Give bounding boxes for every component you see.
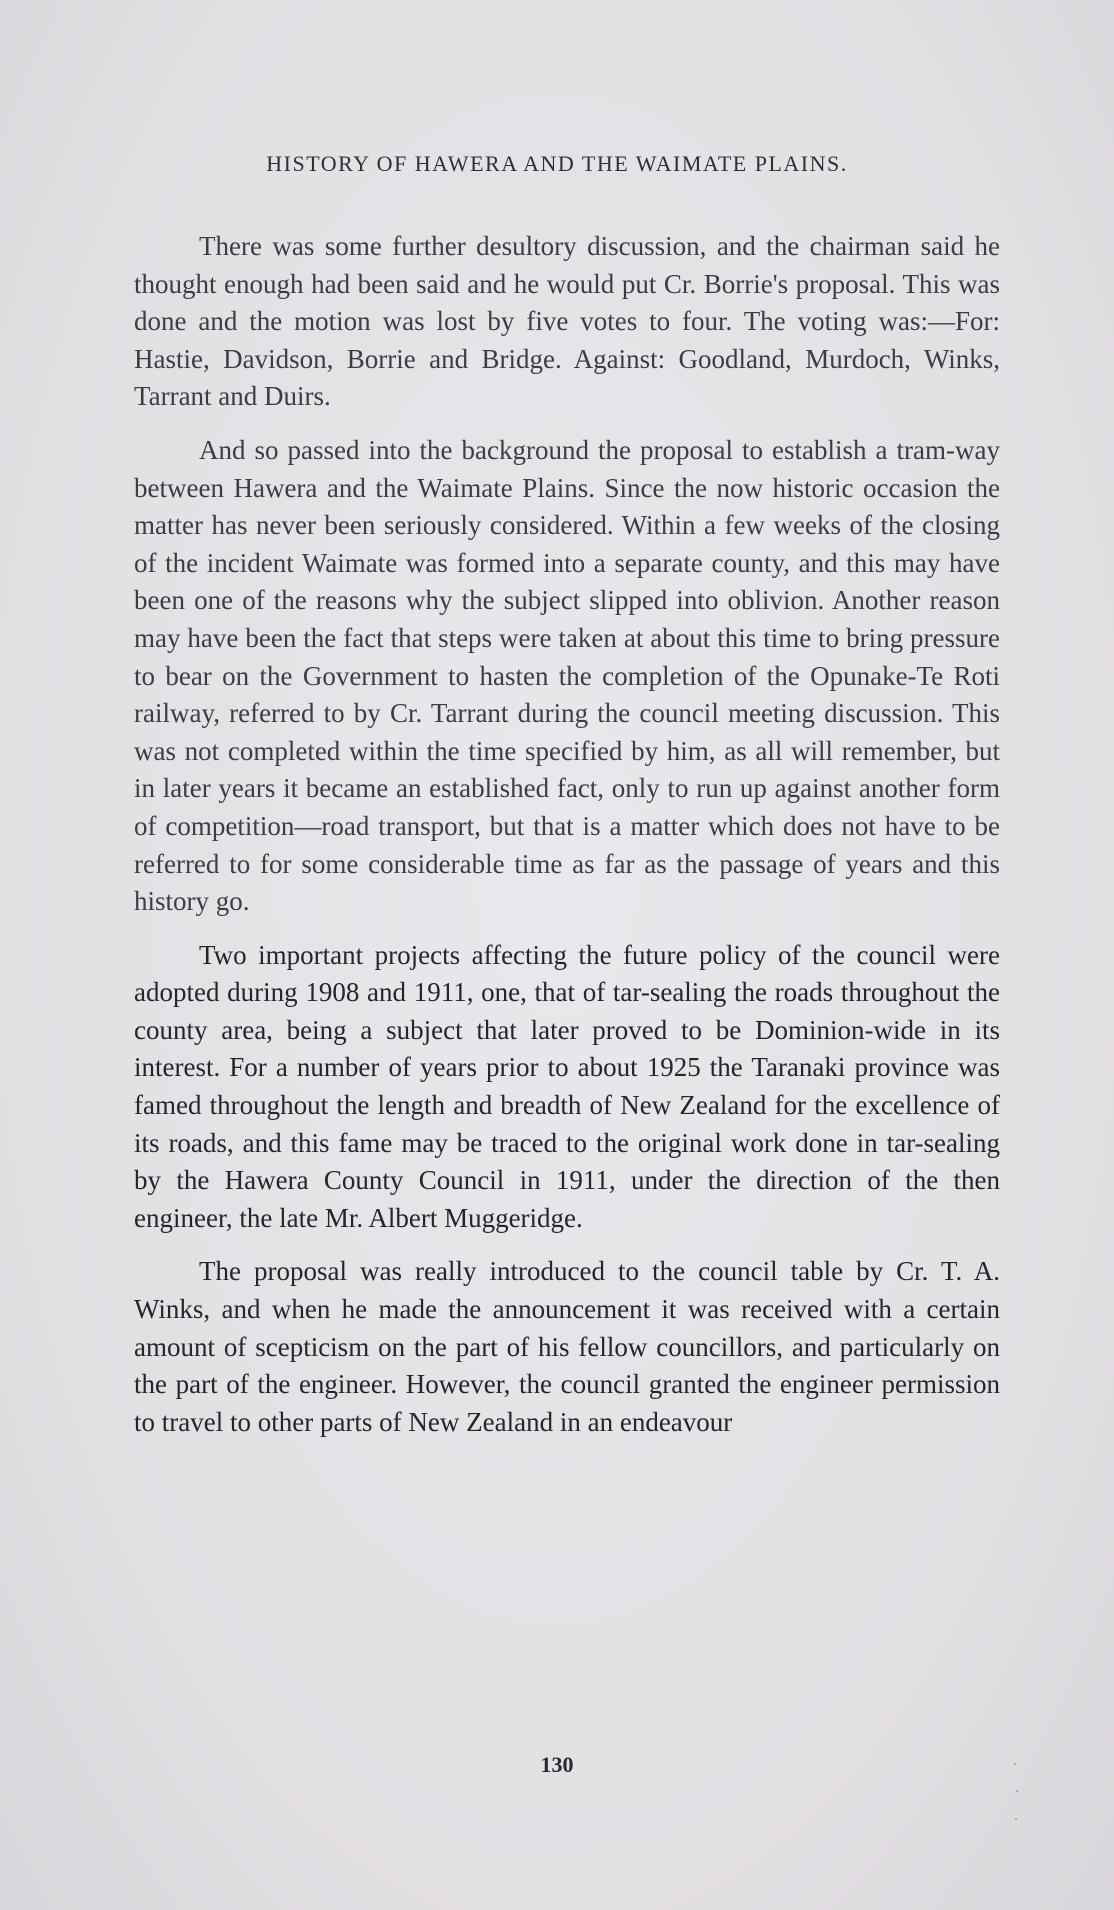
paragraph-1: There was some further desultory discussion, and the chairman said he thought enough had been said and he would put Cr. Borrie's proposal. This was done and the motion was lost by five votes to four. The voting was:—For: Hastie, Davidson, Borrie and Bridge. Against: Goodland, Murdoch, Winks, Tarrant and Duirs. <box>134 231 1000 412</box>
paragraph-4: The proposal was really introduced to the council table by Cr. T. A. Winks, and when he made the announcement it was received with a certain amount of scepticism on the part of his fellow councillors, and particularly on the part of the engineer. However, the council granted the engineer permission to travel to other parts of New Zealand in an endeavour <box>134 1256 1000 1437</box>
paper-speck <box>1015 1818 1017 1820</box>
paper-speck <box>1016 1790 1018 1792</box>
paragraph-2: And so passed into the background the proposal to establish a tram-way between Hawera and the Waimate Plains. Since the now historic occasion the matter has never been seriously considered. Within a few weeks of the closing of the incident Waimate was formed into a separate county, and this may have been one of the reasons why the subject slipped into oblivion. Another reason may have been the fact that steps were taken at about this time to bring pressure to bear on the Government to hasten the completion of the Opunake-Te Roti railway, referred to by Cr. Tarrant during the council meeting discussion. This was not completed within the time specified by him, as all will remember, but in later years it became an established fact, only to run up against another form of competition—road transport, but that is a matter which does not have to be referred to for some considerable time as far as the passage of years and this history go. <box>134 434 1000 917</box>
paper-speck <box>1014 1763 1016 1765</box>
running-head: HISTORY OF HAWERA AND THE WAIMATE PLAINS. <box>266 151 848 176</box>
paragraph-3: Two important projects affecting the future policy of the council were adopted during 1908 and 1911, one, that of tar-sealing the roads throughout the county area, being a subject that later proved to be Dominion-wide in its interest. For a number of years prior to about 1925 the Taranaki province was famed throughout the length and breadth of New Zealand for the excellence of its roads, and this fame may be traced to the original work done in tar-sealing by the Hawera County Council in 1911, under the direction of the then engineer, the late Mr. Albert Muggeridge. <box>134 939 1000 1233</box>
page-number: 130 <box>540 1752 574 1777</box>
body-text <box>134 228 1000 1457</box>
